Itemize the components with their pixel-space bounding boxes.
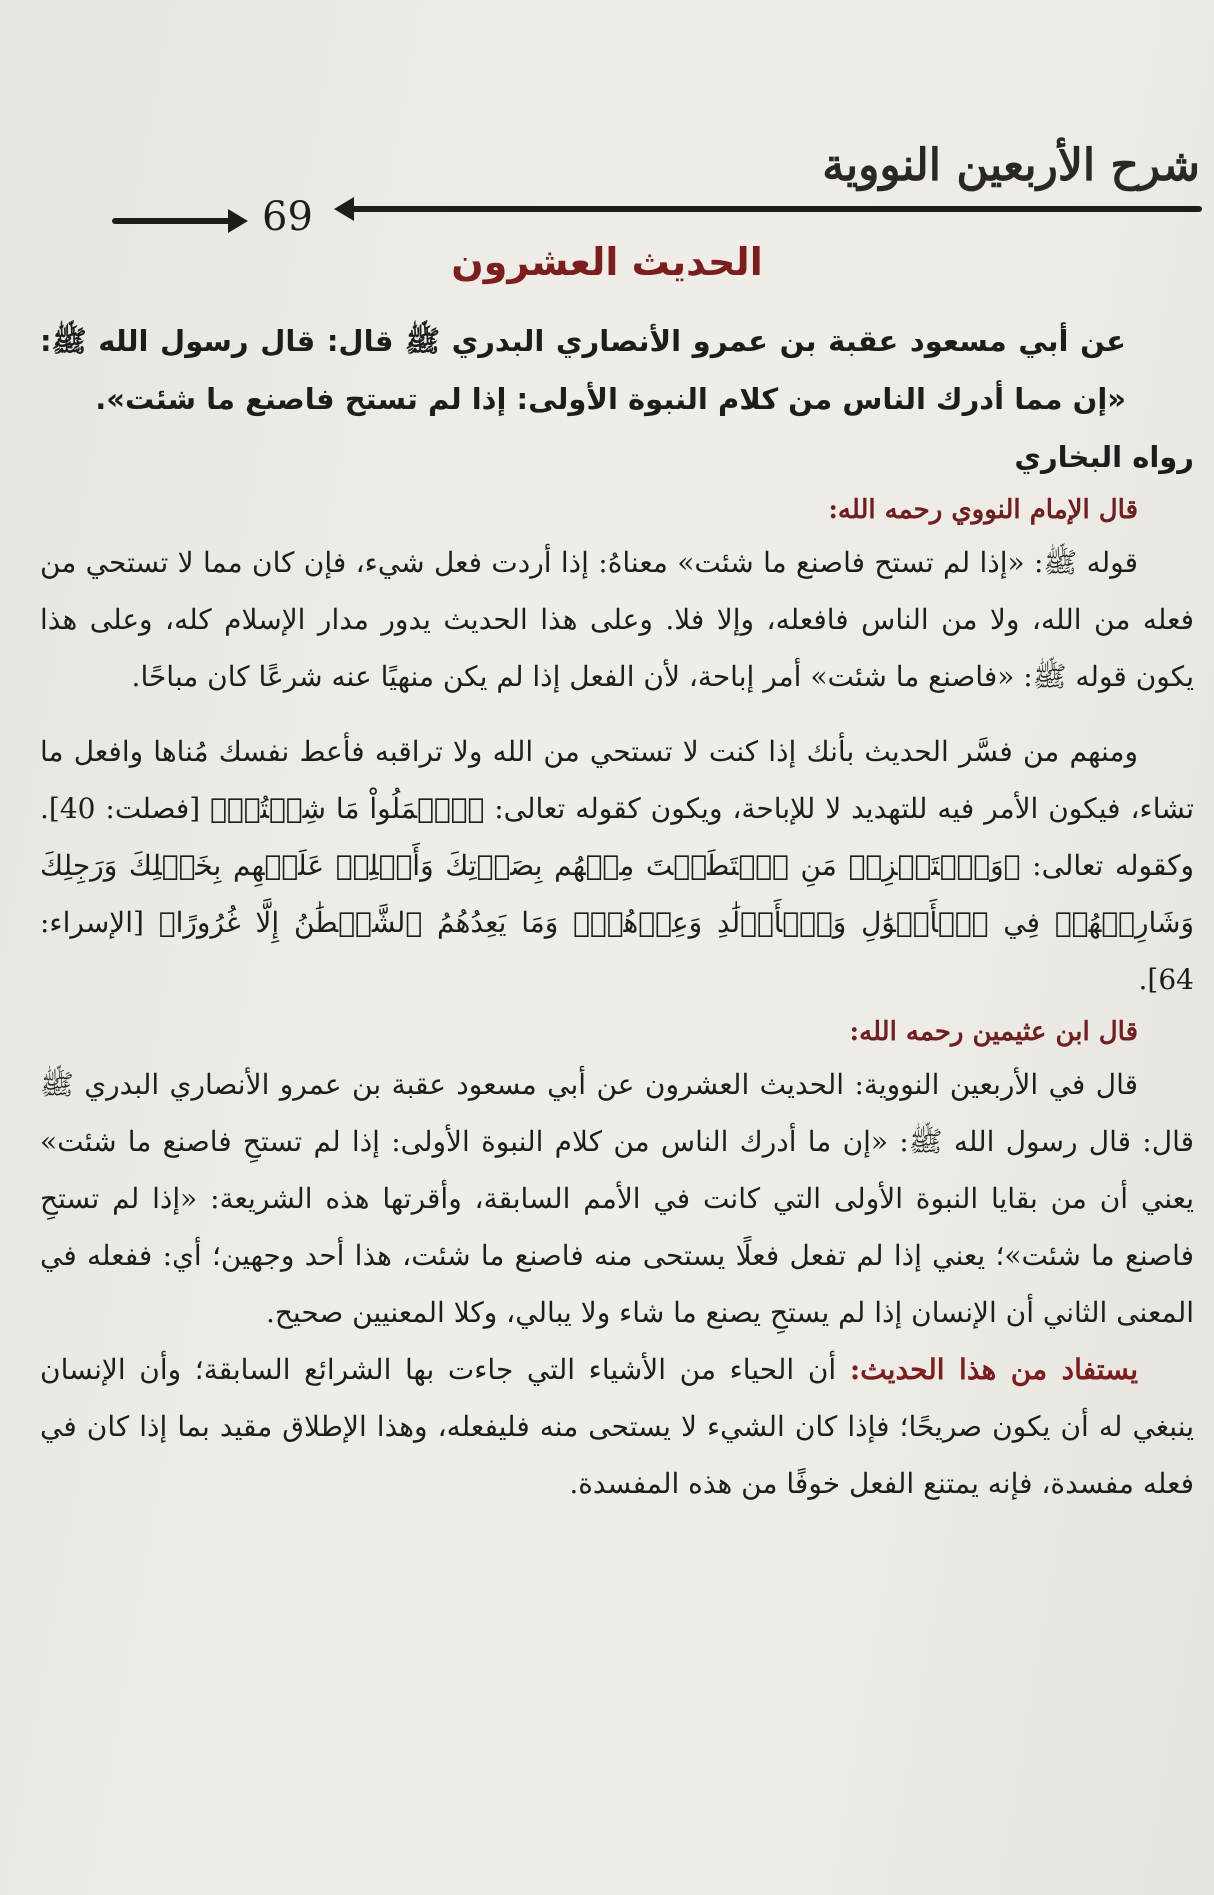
page-content xyxy=(40,312,1194,1512)
nawawi-paragraph-2: ومنهم من فسَّر الحديث بأنك إذا كنت لا تستحي من الله ولا تراقبه فأعط نفسك مُناها وافعل ما تشاء، فيكون الأمر فيه للتهديد لا للإباحة، ويكون كقوله تعالى: ﴿ٱعۡمَلُواْ مَا شِئۡتُمۡ﴾ [فصلت: 40]. وكقوله تعالى: ﴿وَٱسۡتَفۡزِزۡ مَنِ ٱسۡتَطَعۡتَ مِنۡهُم بِصَوۡتِكَ وَأَجۡلِبۡ عَلَيۡهِم بِخَيۡلِكَ وَرَجِلِكَ وَشَارِكۡهُمۡ فِي ٱلۡأَمۡوَٰلِ وَٱلۡأَوۡلَٰدِ وَعِدۡهُمۡۚ وَمَا يَعِدُهُمُ ٱلشَّيۡطَٰنُ إِلَّا غُرُورًا﴾ [الإسراء: 64]. xyxy=(40,735,1194,996)
benefit-text: أن الحياء من الأشياء التي جاءت بها الشرائع السابقة؛ وأن الإنسان ينبغي له أن يكون صريحًا؛ فإذا كان الشيء لا يستحى منه فليفعله، وهذا الإطلاق مقيد بما إذا كان في فعله مفسدة، فإنه يمتنع الفعل خوفًا من هذه المفسدة. xyxy=(40,1353,1194,1500)
uthaymeen-heading: قال ابن عثيمين رحمه الله: xyxy=(849,1017,1138,1047)
benefit-heading: يستفاد من هذا الحديث: xyxy=(849,1353,1138,1386)
benefit-paragraph xyxy=(40,1341,1194,1512)
nawawi-heading: قال الإمام النووي رحمه الله: xyxy=(828,495,1138,525)
header-rule-arrow-left xyxy=(350,206,1202,212)
hadith-title: الحديث العشرون xyxy=(451,240,763,284)
running-title: شرح الأربعين النووية xyxy=(822,140,1200,191)
nawawi-paragraph-1: قوله ﷺ: «إذا لم تستح فاصنع ما شئت» معناهُ: إذا أردت فعل شيء، فإن كان مما لا تستحي من فعله من الله، ولا من الناس فافعله، وإلا فلا. وعلى هذا الحديث يدور مدار الإسلام كله، وعلى هذا يكون قوله ﷺ: «فاصنع ما شئت» أمر إباحة، لأن الفعل إذا لم يكن منهيًا عنه شرعًا كان مباحًا. xyxy=(40,546,1194,693)
hadith-narration: عن أبي مسعود عقبة بن عمرو الأنصاري البدري ﷺ قال: قال رسول الله ﷺ: «إن مما أدرك الناس من كلام النبوة الأولى: إذا لم تستح فاصنع ما شئت». xyxy=(40,324,1126,416)
header-rule-arrow-right xyxy=(112,218,232,224)
page-number: 69 xyxy=(262,194,313,240)
uthaymeen-paragraph: قال في الأربعين النووية: الحديث العشرون عن أبي مسعود عقبة بن عمرو الأنصاري البدري ﷺ قال: قال رسول الله ﷺ: «إن ما أدرك الناس من كلام النبوة الأولى: إذا لم تستحِ فاصنع ما شئت» يعني أن من بقايا النبوة الأولى التي كانت في الأمم السابقة، وأقرتها هذه الشريعة: «إذا لم تستحِ فاصنع ما شئت»؛ يعني إذا لم تفعل فعلًا يستحى منه فاصنع ما شئت، هذا أحد وجهين؛ أي: ففعله في المعنى الثاني أن الإنسان إذا لم يستحِ يصنع ما شاء ولا يبالي، وكلا المعنيين صحيح. xyxy=(40,1068,1194,1329)
hadith-source: رواه البخاري xyxy=(1014,440,1194,474)
